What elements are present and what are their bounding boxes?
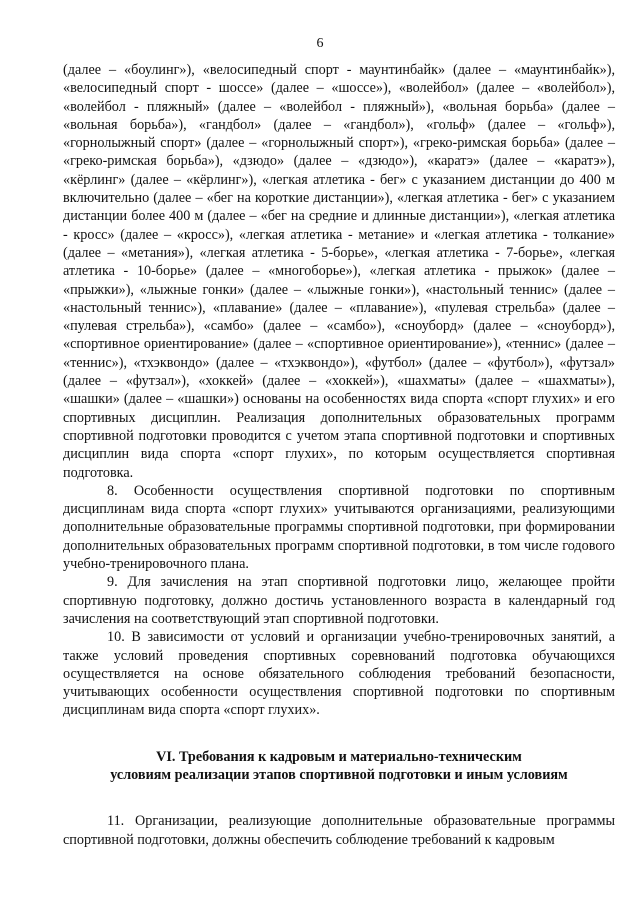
spacer bbox=[63, 784, 615, 812]
section-heading-line-1: VI. Требования к кадровым и материально-техническим bbox=[156, 748, 522, 765]
paragraph-11: 11. Организации, реализующие дополнительные образовательные программы спортивной подготовки, должны обеспечить соблюдение требований к кадровым bbox=[63, 813, 615, 848]
paragraph-9: 9. Для зачисления на этап спортивной подготовки лицо, желающее пройти спортивную подготовку, должно достичь установленного возраста в календарный год зачисления на соответствующий этап спортивной подготовки. bbox=[63, 574, 615, 627]
paragraph-8: 8. Особенности осуществления спортивной подготовки по спортивным дисциплинам вида спорта «спорт глухих» учитываются организациями, реализующими дополнительные образовательные программы спортивной подготовки, при формировании дополнительных образовательных программ спортивной подготовки, в том числе годового учебно-тренировочного плана. bbox=[63, 482, 615, 573]
document-body bbox=[63, 61, 615, 849]
paragraph-10: 10. В зависимости от условий и организации учебно-тренировочных занятий, а также условий проведения спортивных соревнований подготовка обучающихся осуществляется на основе обязательного соблюдения требований безопасности, учитывающих особенности осуществления спортивной подготовки по спортивным дисциплинам вида спорта «спорт глухих». bbox=[63, 629, 615, 719]
section-heading bbox=[63, 748, 615, 785]
section-heading-line-2: условиям реализации этапов спортивной подготовки и иным условиям bbox=[110, 766, 568, 783]
page-number: 6 bbox=[316, 36, 324, 51]
paragraph-continued: (далее – «боулинг»), «велосипедный спорт - маунтинбайк» (далее – «маунтинбайк»), «велосипедный спорт - шоссе» (далее – «шоссе»), «волейбол» (далее – «волейбол»), «волейбол - пляжный» (далее – «волейбол - пляжный»), «вольная борьба» (далее – «вольная борьба»), «гандбол» (далее – «гандбол»), «гольф» (далее – «гольф»), «горнолыжный спорт» (далее – «горнолыжный спорт»), «греко-римская борьба» (далее – «греко-римская борьба»), «дзюдо» (далее – «дзюдо»), «каратэ» (далее – «каратэ»), «кёрлинг» (далее – «кёрлинг»), «легкая атлетика - бег» с указанием дистанции до 400 м включительно (далее – «бег на короткие дистанции»), «легкая атлетика - бег» с указанием дистанции более 400 м (далее – «бег на средние и длинные дистанции»), «легкая атлетика - кросс» (далее – «кросс»), «легкая атлетика - метание» и «легкая атлетика - толкание» (далее – «метания»), «легкая атлетика - 5-борье», «легкая атлетика - 7-борье», «легкая атлетика - 10-борье» (далее – «многоборье»), «легкая атлетика - прыжок» (далее – «прыжки»), «лыжные гонки» (далее – «лыжные гонки»), «настольный теннис» (далее – «настольный теннис»), «плавание» (далее – «плавание»), «пулевая стрельба» (далее – «пулевая стрельба»), «самбо» (далее – «самбо»), «сноуборд» (далее – «сноуборд»), «спортивное ориентирование» (далее – «спортивное ориентирование»), «теннис» (далее – «теннис»), «тхэквондо» (далее – «тхэквондо»), «футбол» (далее – «футбол»), «футзал» (далее – «футзал»), «хоккей» (далее – «хоккей»), «шахматы» (далее – «шахматы»), «шашки» (далее – «шашки») основаны на особенностях вида спорта «спорт глухих» и его спортивных дисциплин. Реализация дополнительных образовательных программ спортивной подготовки проводится с учетом этапа спортивной подготовки и спортивных дисциплин вида спорта «спорт глухих», по которым осуществляется спортивная подготовка. bbox=[63, 62, 615, 481]
